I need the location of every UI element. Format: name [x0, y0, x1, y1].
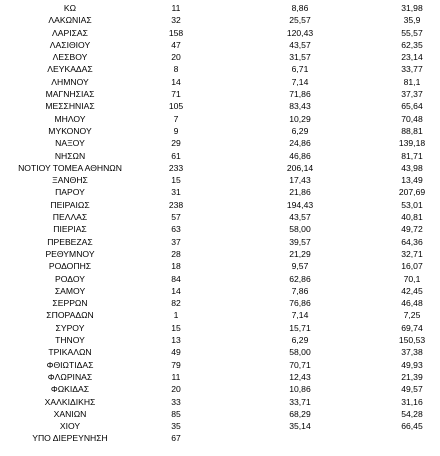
row-cases-cell: 11 [171, 371, 181, 382]
table-row [0, 150, 440, 162]
row-extra-cell: 70,1 [403, 273, 421, 284]
row-rate-cell: 43,57 [289, 212, 311, 223]
table-row [0, 63, 440, 75]
row-cases-cell: 158 [168, 27, 184, 38]
row-rate-cell: 46,86 [289, 150, 311, 161]
row-extra-cell: 49,72 [401, 224, 423, 235]
row-name-cell: ΦΘΙΩΤΙΔΑΣ [46, 359, 94, 370]
row-cases-cell: 8 [173, 64, 179, 75]
row-name-cell: ΣΕΡΡΩΝ [52, 298, 88, 309]
table-row [0, 297, 440, 309]
row-name-cell: ΛΑΣΙΘΙΟΥ [49, 39, 91, 50]
row-extra-cell: 81,1 [403, 76, 421, 87]
row-rate-cell: 76,86 [289, 298, 311, 309]
row-rate-cell: 6,29 [291, 125, 309, 136]
row-rate-cell: 206,14 [286, 162, 314, 173]
row-cases-cell: 20 [171, 52, 181, 63]
row-extra-cell: 43,98 [401, 162, 423, 173]
row-rate-cell: 83,43 [289, 101, 311, 112]
row-rate-cell: 7,14 [291, 76, 309, 87]
table-row [0, 408, 440, 420]
row-name-cell: ΧΑΛΚΙΔΙΚΗΣ [44, 396, 96, 407]
row-extra-cell: 66,45 [401, 421, 423, 432]
row-cases-cell: 28 [171, 248, 181, 259]
row-cases-cell: 85 [171, 408, 181, 419]
row-rate-cell: 6,71 [291, 64, 309, 75]
row-rate-cell: 25,57 [289, 15, 311, 26]
row-cases-cell: 14 [171, 76, 181, 87]
row-cases-cell: 15 [171, 322, 181, 333]
row-extra-cell: 207,69 [398, 187, 426, 198]
row-name-cell: ΣΠΟΡΑΔΩΝ [46, 310, 94, 321]
row-cases-cell: 29 [171, 138, 181, 149]
row-rate-cell: 31,57 [289, 52, 311, 63]
row-rate-cell: 70,71 [289, 359, 311, 370]
table-row [0, 125, 440, 137]
row-rate-cell: 43,57 [289, 39, 311, 50]
row-extra-cell: 33,77 [401, 64, 423, 75]
row-extra-cell: 54,28 [401, 408, 423, 419]
row-rate-cell: 35,14 [289, 421, 311, 432]
row-extra-cell: 32,71 [401, 248, 423, 259]
row-extra-cell: 150,53 [398, 335, 426, 346]
table-row [0, 383, 440, 395]
table-row [0, 223, 440, 235]
row-name-cell: ΡΕΘΥΜΝΟΥ [45, 248, 95, 259]
row-name-cell: ΤΡΙΚΑΛΩΝ [48, 347, 92, 358]
table-row [0, 309, 440, 321]
row-name-cell: ΡΟΔΟΥ [55, 273, 85, 284]
row-rate-cell: 58,00 [289, 224, 311, 235]
row-extra-cell: 46,48 [401, 298, 423, 309]
row-rate-cell: 39,57 [289, 236, 311, 247]
row-name-cell: ΦΩΚΙΔΑΣ [50, 384, 90, 395]
row-rate-cell: 8,86 [291, 3, 309, 13]
row-rate-cell: 9,57 [291, 261, 309, 272]
row-cases-cell: 238 [168, 199, 184, 210]
table-row [0, 88, 440, 100]
row-cases-cell: 233 [168, 162, 184, 173]
row-rate-cell: 120,43 [286, 27, 314, 38]
row-cases-cell: 47 [171, 39, 181, 50]
row-extra-cell: 88,81 [401, 125, 423, 136]
table-row [0, 27, 440, 39]
row-cases-cell: 105 [168, 101, 184, 112]
row-rate-cell: 58,00 [289, 347, 311, 358]
table-row [0, 346, 440, 358]
row-rate-cell: 12,43 [289, 371, 311, 382]
table-row [0, 211, 440, 223]
row-name-cell: ΛΑΡΙΣΑΣ [52, 27, 88, 38]
row-extra-cell: 69,74 [401, 322, 423, 333]
row-rate-cell: 7,86 [291, 285, 309, 296]
table-row [0, 186, 440, 198]
row-extra-cell: 53,01 [401, 199, 423, 210]
row-name-cell: ΠΑΡΟΥ [55, 187, 85, 198]
row-extra-cell: 7,25 [403, 310, 421, 321]
row-cases-cell: 33 [171, 396, 181, 407]
table-row [0, 420, 440, 432]
row-cases-cell: 37 [171, 236, 181, 247]
row-name-cell: ΤΗΝΟΥ [55, 335, 85, 346]
row-extra-cell: 21,39 [401, 371, 423, 382]
row-extra-cell: 70,48 [401, 113, 423, 124]
row-name-cell: ΛΗΜΝΟΥ [51, 76, 89, 87]
row-extra-cell: 31,98 [401, 3, 423, 13]
row-rate-cell: 10,86 [289, 384, 311, 395]
row-rate-cell: 194,43 [286, 199, 314, 210]
table-row [0, 260, 440, 272]
row-extra-cell: 31,16 [401, 396, 423, 407]
row-rate-cell: 15,71 [289, 322, 311, 333]
row-extra-cell: 35,9 [403, 15, 421, 26]
row-extra-cell: 42,45 [401, 285, 423, 296]
row-name-cell: ΜΗΛΟΥ [54, 113, 86, 124]
row-cases-cell: 84 [171, 273, 181, 284]
row-name-cell: ΚΩ [63, 3, 77, 13]
row-cases-cell: 9 [173, 125, 179, 136]
table-row [0, 174, 440, 186]
row-rate-cell: 6,29 [291, 335, 309, 346]
row-extra-cell: 81,71 [401, 150, 423, 161]
row-extra-cell: 37,38 [401, 347, 423, 358]
table-row [0, 39, 440, 51]
row-rate-cell: 62,86 [289, 273, 311, 284]
row-name-cell: ΦΛΩΡΙΝΑΣ [47, 371, 93, 382]
row-extra-cell: 23,14 [401, 52, 423, 63]
table-row [0, 137, 440, 149]
row-name-cell: ΠΙΕΡΙΑΣ [53, 224, 87, 235]
table-row [0, 396, 440, 408]
row-name-cell: ΣΑΜΟΥ [54, 285, 86, 296]
table-row [0, 76, 440, 88]
row-cases-cell: 7 [173, 113, 179, 124]
row-cases-cell: 82 [171, 298, 181, 309]
row-name-cell: ΛΕΣΒΟΥ [52, 52, 88, 63]
row-cases-cell: 67 [171, 433, 181, 444]
row-cases-cell: 61 [171, 150, 181, 161]
table-row [0, 14, 440, 26]
row-rate-cell: 10,29 [289, 113, 311, 124]
table-row [0, 273, 440, 285]
row-name-cell: ΧΙΟΥ [59, 421, 81, 432]
row-extra-cell: 55,57 [401, 27, 423, 38]
row-name-cell: ΝΑΞΟΥ [55, 138, 85, 149]
table-row [0, 359, 440, 371]
row-extra-cell: 49,93 [401, 359, 423, 370]
row-name-cell: ΜΕΣΣΗΝΙΑΣ [45, 101, 95, 112]
row-name-cell: ΛΑΚΩΝΙΑΣ [48, 15, 92, 26]
row-cases-cell: 35 [171, 421, 181, 432]
table-row [0, 248, 440, 260]
row-cases-cell: 63 [171, 224, 181, 235]
table-row [0, 334, 440, 346]
row-rate-cell: 21,86 [289, 187, 311, 198]
row-rate-cell: 21,29 [289, 248, 311, 259]
row-extra-cell: 62,35 [401, 39, 423, 50]
row-rate-cell: 33,71 [289, 396, 311, 407]
row-name-cell: ΛΕΥΚΑΔΑΣ [47, 64, 93, 75]
row-cases-cell: 14 [171, 285, 181, 296]
row-cases-cell: 32 [171, 15, 181, 26]
row-cases-cell: 13 [171, 335, 181, 346]
row-cases-cell: 20 [171, 384, 181, 395]
table-row [0, 100, 440, 112]
row-rate-cell: 71,86 [289, 89, 311, 100]
row-name-cell: ΣΥΡΟΥ [55, 322, 85, 333]
row-extra-cell: 37,37 [401, 89, 423, 100]
row-extra-cell: 13,49 [401, 175, 423, 186]
row-name-cell: ΥΠΟ ΔΙΕΡΕΥΝΗΣΗ [32, 433, 108, 444]
row-cases-cell: 79 [171, 359, 181, 370]
table-row [0, 2, 440, 14]
row-rate-cell: 24,86 [289, 138, 311, 149]
table-row [0, 371, 440, 383]
row-name-cell: ΞΑΝΘΗΣ [52, 175, 88, 186]
row-extra-cell: 65,64 [401, 101, 423, 112]
row-rate-cell: 7,14 [291, 310, 309, 321]
table-row [0, 162, 440, 174]
row-extra-cell: 40,81 [401, 212, 423, 223]
table-row [0, 236, 440, 248]
row-name-cell: ΧΑΝΙΩΝ [53, 408, 87, 419]
row-name-cell: ΝΗΣΩΝ [54, 150, 86, 161]
row-extra-cell: 139,18 [398, 138, 426, 149]
row-extra-cell: 49,57 [401, 384, 423, 395]
table-row [0, 113, 440, 125]
row-cases-cell: 18 [171, 261, 181, 272]
row-name-cell: ΠΡΕΒΕΖΑΣ [47, 236, 93, 247]
table-row [0, 322, 440, 334]
row-name-cell: ΝΟΤΙΟΥ ΤΟΜΕΑ ΑΘΗΝΩΝ [18, 162, 122, 173]
table-row [0, 199, 440, 211]
row-cases-cell: 49 [171, 347, 181, 358]
table-row [0, 51, 440, 63]
row-extra-cell: 64,36 [401, 236, 423, 247]
table-row [0, 432, 440, 444]
table-row [0, 285, 440, 297]
row-name-cell: ΜΥΚΟΝΟΥ [48, 125, 92, 136]
row-extra-cell: 16,07 [401, 261, 423, 272]
row-cases-cell: 71 [171, 89, 181, 100]
row-cases-cell: 11 [171, 3, 181, 13]
row-name-cell: ΠΕΛΛΑΣ [52, 212, 88, 223]
row-name-cell: ΜΑΓΝΗΣΙΑΣ [45, 89, 95, 100]
row-name-cell: ΠΕΙΡΑΙΩΣ [50, 199, 90, 210]
row-cases-cell: 31 [171, 187, 181, 198]
row-cases-cell: 57 [171, 212, 181, 223]
row-cases-cell: 1 [173, 310, 179, 321]
row-rate-cell: 17,43 [289, 175, 311, 186]
row-cases-cell: 15 [171, 175, 181, 186]
row-rate-cell: 68,29 [289, 408, 311, 419]
row-name-cell: ΡΟΔΟΠΗΣ [48, 261, 92, 272]
